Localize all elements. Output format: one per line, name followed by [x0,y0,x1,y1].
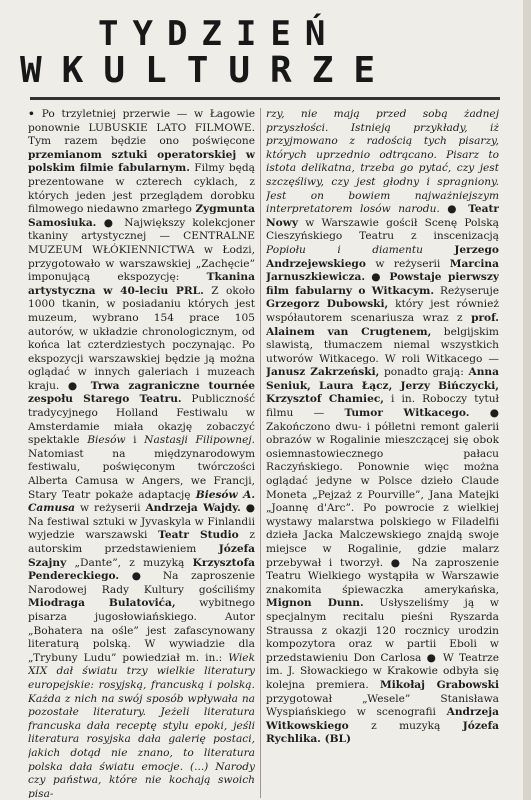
heading-rule [30,97,500,100]
text-run: Popiołu i diamentu [266,243,423,256]
text-run: Miodraga Bulatovića, [28,597,176,610]
text-run: Biesów A. Camusa [28,488,255,515]
left-column [28,108,255,798]
text-run: przemianom sztuki operatorskiej w polskim filmie fabularnym. [28,148,255,175]
text-run: i in. Roboczy tytuł filmu — [266,393,499,420]
text-run: Janusz Zakrzeński, [266,366,380,379]
text-run: ● Na festiwal sztuki w Jyvaskyla w Finlandii wyjedzie warszawski [28,502,255,542]
text-run: Z około 1000 tkanin, w posiadaniu których jest muzeum, wybrano 154 prace 105 autorów, w układzie chronologicznym, od końca lat czterdziestych poczynając. Po ekspozycji warszawskiej będzie ją można oglądać w innych galeriach i muzeach kraju. ● [28,284,255,392]
text-run: Andrzeja Wajdy. [145,502,241,515]
text-run: Powstaje pierwszy film fabularny o Witkacym. [266,271,499,297]
right-column-text [266,108,499,747]
text-run: prof. Alainem van Crugtenem, [266,311,499,338]
text-run: Anna Seniuk, Laura Łącz, Jerzy Bińczycki, Krzysztof Chamiec, [266,366,499,406]
right-column [266,108,499,798]
text-run: Po trzyletniej przerwie — w Łagowie ponownie LUBUSKIE LATO FILMOWE. Tym razem będzie ono poświęcone [28,108,255,148]
text-run: ponadto grają: [379,366,469,379]
text-run: Mignon Dunn. [266,597,364,610]
text-run: Publiczność tradycyjnego Holland Festiwalu w Amsterdamie miała okazję zobaczyć spektakle [28,393,255,447]
text-run: z autorskim przedstawieniem [28,529,255,555]
text-run: ● [365,271,390,284]
left-column-text [28,108,255,798]
text-run: ● Na zaproszenie Narodowej Rady Kultury gościliśmy [28,570,255,596]
text-run: ● Zakończono dwu- i półletni remont galerii obrazów w Rogalinie mieszczącej się obok osiemnastowiecznego pałacu Raczyńskiego. Ponownie więc można oglądać jedyne w Polsce dzieło Claude Moneta „Pejzaż z Pourville”, Jana Matejki „Joannę d'Arc”. Po powrocie z wielkiej wystawy malarstwa polskiego w Filadelfii dzieła Jacka Malczewskiego znajdą swoje miejsce w Rogalinie, gdzie malarz przebywał i tworzył. ● Na zaproszenie Teatru Wielkiego wystąpiła w Warszawie znakomita śpiewaczka amerykańska, [266,407,499,596]
text-run: w Warszawie gościł Scenę Polską Cieszyńskiego Teatru z inscenizacją [266,216,499,243]
text-run: Krzysztofa Pendereckiego. [28,556,255,583]
column-divider [260,108,261,798]
text-run: wybitnego pisarza jugosłowiańskiego. Autor „Bohatera na ośle” jest zafascynowany literaturą polską. W wywiadzie dla „Trybuny Ludu” powiedział m. in.: [28,597,255,664]
text-run: Andrzeja Witkowskiego [266,706,499,732]
heading-line-2: WKULTURZE [20,50,396,91]
text-run: Reżyseruje [434,284,499,297]
text-run: Usłyszeliśmy ją w specjalnym recitalu pieśni Ryszarda Straussa z okazji 120 rocznicy urodzin kompozytora oraz w partii Eboli w przedstawieniu Don Carlosa ● W Teatrze im. J. Słowackiego w Krakowie odbyła się kolejna premiera. [266,597,499,691]
text-run: Filmy będą prezentowane w czterech cyklach, z których jeden jest przeglądem dorobku filmowego niedawno zmarłego [28,162,255,216]
text-run: • [28,108,42,120]
text-run: Mikołaj Grabowski [380,678,499,691]
text-run: Największy kolekcjoner tkaniny artystycznej — CENTRALNE MUZEUM WŁÓKIENNICTWA w Łodzi, przygotowało w warszawskiej „Zachęcie” imponującą ekspozycję: [28,216,255,284]
text-run: belgijskim slawistą, tłumaczem niemal wszystkich utworów Witkacego. W roli Witkacego — [266,325,499,365]
page-edge [523,0,531,800]
heading-line-1: TYDZIEŃ [98,14,340,54]
text-run: Zygmunta Samosiuka. [28,203,255,229]
text-run: Natomiast na międzynarodowym festiwalu, poświęconym twórczości Alberta Camusa w Angers, we Francji, Stary Teatr pokaże adaptację [28,447,255,501]
text-run: Tumor Witkacego. [344,407,470,420]
text-run: w reżyserii [75,502,146,515]
text-run: Józefa Rychlika. [266,719,499,746]
text-run: przygotował „Wesele” Stanisława Wyspiańskiego w scenografii [266,692,499,719]
text-run: (BL) [320,733,351,746]
text-run: Jerzego Andrzejewskiego [266,243,499,270]
text-run: w reżyserii [365,257,450,270]
text-run: ● [96,216,125,229]
text-run [423,244,454,256]
text-run: który jest również współautorem scenariusza wraz z [266,298,499,324]
text-run: rzy, nie mają przed sobą żadnej przyszłości. Istnieją przykłady, iż przyjmowano z radością tych pisarzy, których uprzednio odtrącano. Pisarz to istota delikatna, trzeba go pytać, czy jest szczęśliwy, czy jest głodny i spragniony. Jest on bowiem najważniejszym interpretatorem losów narodu. [266,108,499,216]
text-run: Teatr Nowy [266,203,499,229]
text-run: Tkanina artystyczna w 40-leciu PRL. [28,271,255,297]
text-run: i [125,434,145,447]
text-run: Trwa zagraniczne tournée zespołu Starego Teatru. [28,379,255,406]
text-run: Biesów [87,434,126,447]
text-run: Wiek XIX dał światu trzy wielkie literatury europejskie: rosyjską, francuską i polską. Każda z nich na swój sposób wpływała na pozostałe literatury. Jeżeli literatura francuska dała receptę stylu epoki, jeśli literatura rosyjska dała galerię postaci, jakich dotąd nie znano, to literatura polska dała światu emocje. (...) Narody czy państwa, które nie kochają swoich pisa- [28,651,255,798]
text-run: Marcina Jarnuszkiewicza. [266,257,499,284]
text-run: ● [439,203,469,216]
text-run: „Dante”, z muzyką [66,556,193,569]
text-run: Józefa Szajny [28,543,255,569]
text-run: Teatr Studio [158,529,239,542]
text-run: Grzegorz Dubowski, [266,298,389,311]
text-run: Nastasji Filipownej. [144,434,255,447]
text-run: z muzyką [348,719,463,732]
